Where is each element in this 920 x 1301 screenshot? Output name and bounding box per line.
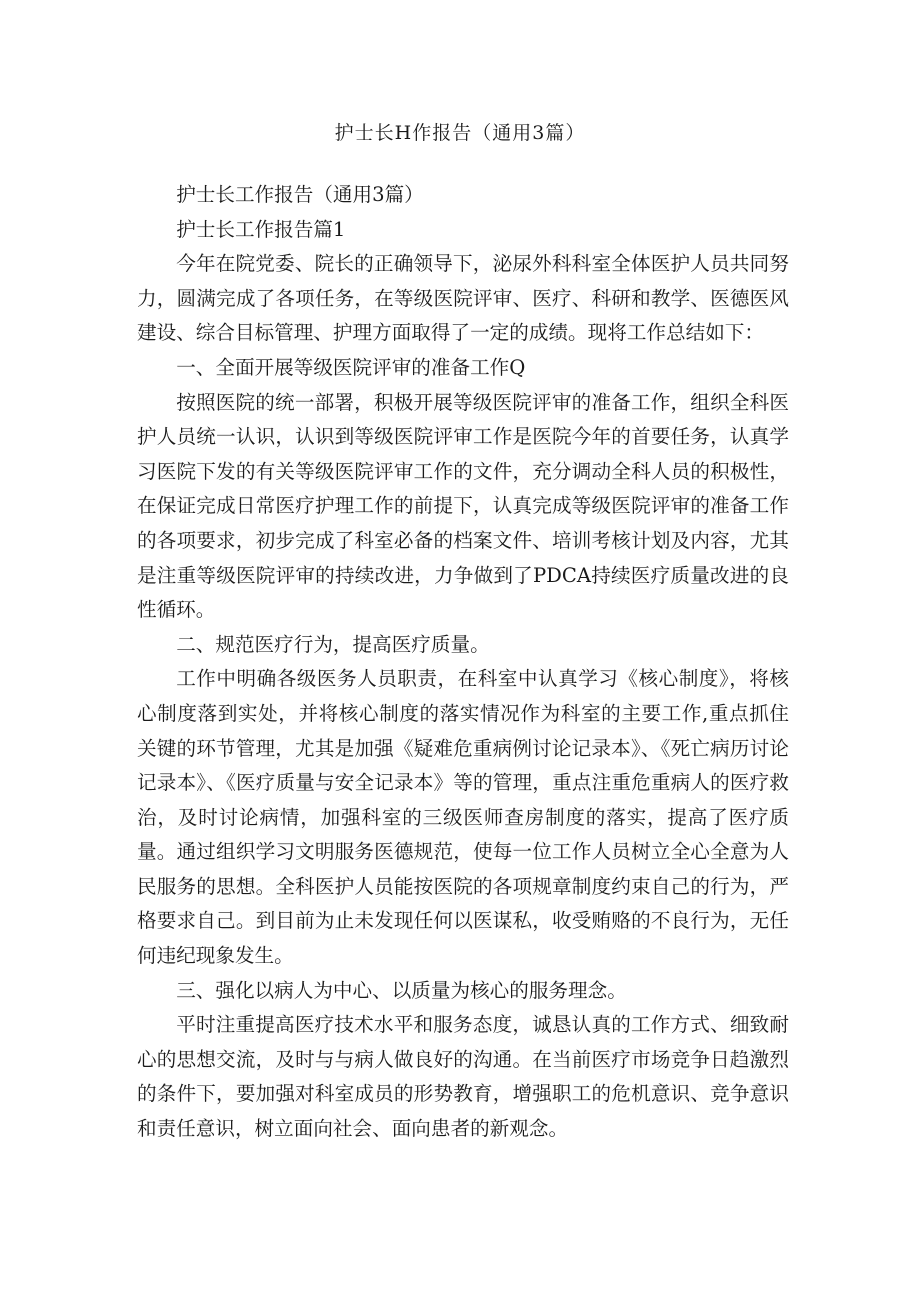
section-heading-2: 二、规范医疗行为，提高医疗质量。 <box>176 632 490 656</box>
section-heading-1: 一、全面开展等级医院评审的准备工作Q <box>176 355 526 379</box>
body-paragraph-1: 按照医院的统一部署，积极开展等级医院评审的准备工作，组织全科医护人员统一认识，认识到等级医院评审工作是医院今年的首要任务，认真学习医院下发的有关等级医院评审工作的文件，充分调动全科人员的积极性，在保证完成日常医疗护理工作的前提下，认真完成等级医院评审的准备工作的各项要求，初步完成了科室必备的档案文件、培训考核计划及内容，尤其是注重等级医院评审的持续改进，力争做到了PDCA持续医疗质量改进的良性循环。 <box>137 390 789 622</box>
intro-paragraph: 今年在院党委、院长的正确领导下，泌尿外科科室全体医护人员共同努力，圆满完成了各项任务，在等级医院评审、医疗、科研和教学、医德医风建设、综合目标管理、护理方面取得了一定的成绩。现将工作总结如下： <box>137 252 789 345</box>
section-heading-part-1: 护士长工作报告篇1 <box>176 217 346 241</box>
document-title: 护士长H作报告（通用3篇） <box>334 122 586 144</box>
subtitle-heading: 护士长工作报告（通用3篇） <box>176 183 424 206</box>
body-paragraph-2: 工作中明确各级医务人员职责，在科室中认真学习《核心制度》，将核心制度落到实处，并将核心制度的落实情况作为科室的主要工作,重点抓住关键的环节管理，尤其是加强《疑难危重病例讨论记录本》、《死亡病历讨论记录本》、《医疗质量与安全记录本》等的管理，重点注重危重病人的医疗救治，及时讨论病情，加强科室的三级医师查房制度的落实，提高了医疗质量。通过组织学习文明服务医德规范，使每一位工作人员树立全心全意为人民服务的思想。全科医护人员能按医院的各项规章制度约束自己的行为，严格要求自己。到目前为止未发现任何以医谋私，收受贿赂的不良行为，无任何违纪现象发生。 <box>137 667 789 968</box>
section-heading-3: 三、强化以病人为中心、以质量为核心的服务理念。 <box>176 978 627 1002</box>
document-body <box>137 178 789 1147</box>
body-paragraph-3: 平时注重提高医疗技术水平和服务态度，诚恳认真的工作方式、细致耐心的思想交流，及时与与病人做良好的沟通。在当前医疗市场竞争日趋激烈的条件下，要加强对科室成员的形势教育，增强职工的危机意识、竞争意识和责任意识，树立面向社会、面向患者的新观念。 <box>137 1013 789 1141</box>
